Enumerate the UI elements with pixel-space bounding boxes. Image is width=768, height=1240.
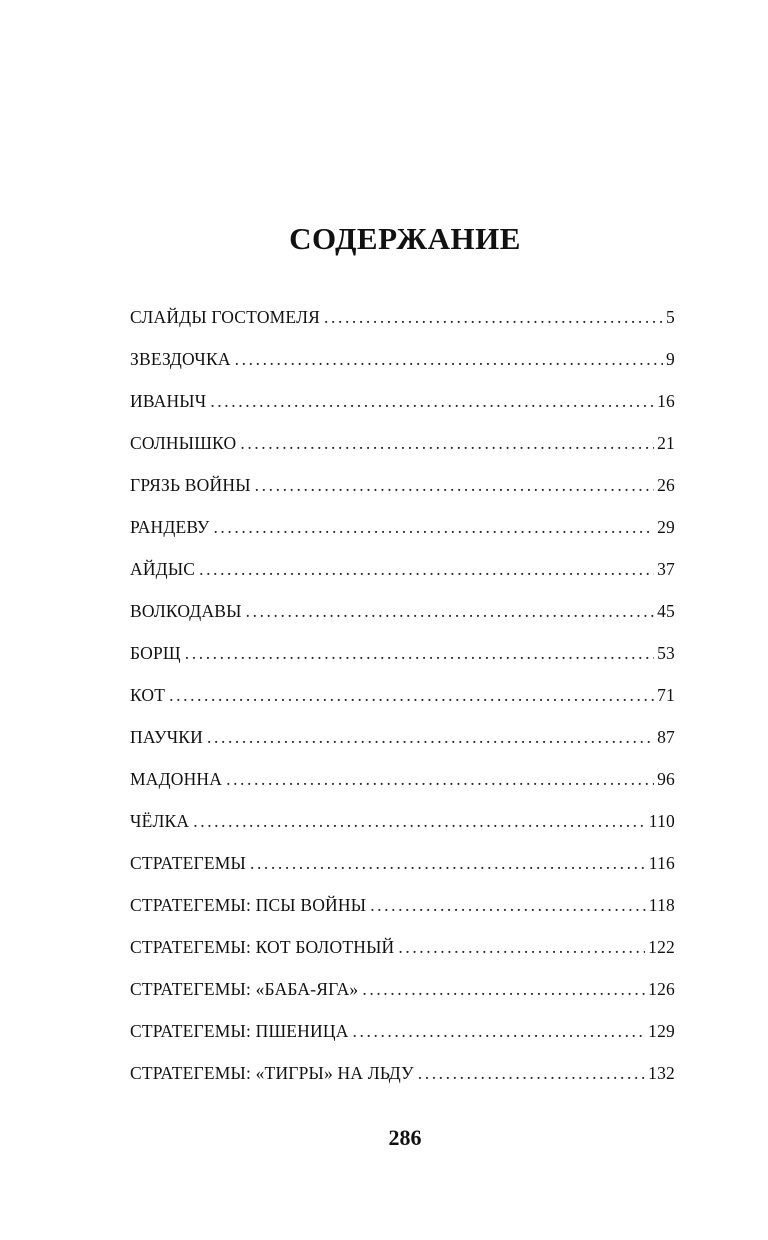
toc-entry-title: СЛАЙДЫ ГОСТОМЕЛЯ: [130, 307, 321, 327]
toc-entry-page: 16: [657, 391, 675, 411]
toc-entry-page: 9: [666, 349, 675, 369]
toc-leader-dots: [398, 937, 645, 958]
toc-entry-page: 96: [657, 769, 675, 789]
toc-leader-dots: [226, 769, 654, 790]
toc-entry-title: ГРЯЗЬ ВОЙНЫ: [130, 475, 251, 495]
toc-entry-page: 122: [648, 937, 675, 957]
toc-entry: [130, 433, 675, 475]
toc-entry-page: 129: [648, 1021, 675, 1041]
toc-entry-title: ВОЛКОДАВЫ: [130, 601, 242, 621]
toc-entry: [130, 601, 675, 643]
toc-entry: [130, 937, 675, 979]
toc-entry-page: 71: [657, 685, 675, 705]
toc-entry-page: 45: [657, 601, 675, 621]
toc-entry: [130, 895, 675, 937]
toc-entry: [130, 391, 675, 433]
table-of-contents: [130, 307, 675, 1105]
page-number: 286: [388, 1125, 422, 1150]
toc-entry-page: 132: [648, 1063, 675, 1083]
toc-leader-dots: [353, 1021, 646, 1042]
toc-leader-dots: [324, 307, 663, 328]
toc-entry: [130, 727, 675, 769]
toc-entry-title: СОЛНЫШКО: [130, 433, 237, 453]
toc-leader-dots: [199, 559, 654, 580]
toc-leader-dots: [362, 979, 645, 1000]
toc-entry-title: СТРАТЕГЕМЫ: КОТ БОЛОТНЫЙ: [130, 937, 395, 957]
page-title: СОДЕРЖАНИЕ: [289, 220, 521, 256]
toc-entry-page: 116: [648, 853, 675, 873]
toc-entry-page: 126: [648, 979, 675, 999]
toc-leader-dots: [235, 349, 663, 370]
toc-entry-title: ЗВЕЗДОЧКА: [130, 349, 231, 369]
toc-leader-dots: [246, 601, 654, 622]
toc-entry-title: СТРАТЕГЕМЫ: «ТИГРЫ» НА ЛЬДУ: [130, 1063, 414, 1083]
toc-entry-page: 110: [648, 811, 675, 831]
toc-entry-title: ЧЁЛКА: [130, 811, 190, 831]
toc-entry: [130, 811, 675, 853]
toc-entry-page: 21: [657, 433, 675, 453]
toc-entry: [130, 979, 675, 1021]
toc-leader-dots: [370, 895, 646, 916]
toc-entry: [130, 559, 675, 601]
toc-entry: [130, 1063, 675, 1105]
toc-entry-title: КОТ: [130, 685, 166, 705]
toc-entry-title: БОРЩ: [130, 643, 181, 663]
toc-entry-title: АЙДЫС: [130, 559, 196, 579]
toc-entry-title: РАНДЕВУ: [130, 517, 210, 537]
toc-entry-page: 53: [657, 643, 675, 663]
toc-entry-page: 37: [657, 559, 675, 579]
toc-entry: [130, 643, 675, 685]
toc-entry: [130, 853, 675, 895]
toc-leader-dots: [418, 1063, 645, 1084]
toc-leader-dots: [169, 685, 654, 706]
toc-entry-title: СТРАТЕГЕМЫ: ПСЫ ВОЙНЫ: [130, 895, 367, 915]
toc-entry-title: ПАУЧКИ: [130, 727, 204, 747]
toc-entry: [130, 517, 675, 559]
toc-leader-dots: [240, 433, 654, 454]
toc-entry-page: 29: [657, 517, 675, 537]
toc-leader-dots: [255, 475, 654, 496]
toc-entry: [130, 349, 675, 391]
toc-entry-page: 5: [666, 307, 675, 327]
toc-leader-dots: [213, 517, 654, 538]
toc-entry-title: ИВАНЫЧ: [130, 391, 207, 411]
toc-entry-page: 118: [648, 895, 675, 915]
toc-leader-dots: [207, 727, 654, 748]
toc-leader-dots: [185, 643, 654, 664]
toc-entry-page: 26: [657, 475, 675, 495]
toc-leader-dots: [210, 391, 654, 412]
toc-entry: [130, 307, 675, 349]
toc-entry-title: СТРАТЕГЕМЫ: [130, 853, 246, 873]
toc-entry: [130, 685, 675, 727]
toc-entry-title: МАДОННА: [130, 769, 223, 789]
toc-entry-page: 87: [657, 727, 675, 747]
toc-leader-dots: [250, 853, 646, 874]
toc-entry-title: СТРАТЕГЕМЫ: ПШЕНИЦА: [130, 1021, 349, 1041]
toc-entry-title: СТРАТЕГЕМЫ: «БАБА-ЯГА»: [130, 979, 359, 999]
toc-entry: [130, 769, 675, 811]
toc-leader-dots: [193, 811, 646, 832]
toc-entry: [130, 1021, 675, 1063]
toc-entry: [130, 475, 675, 517]
